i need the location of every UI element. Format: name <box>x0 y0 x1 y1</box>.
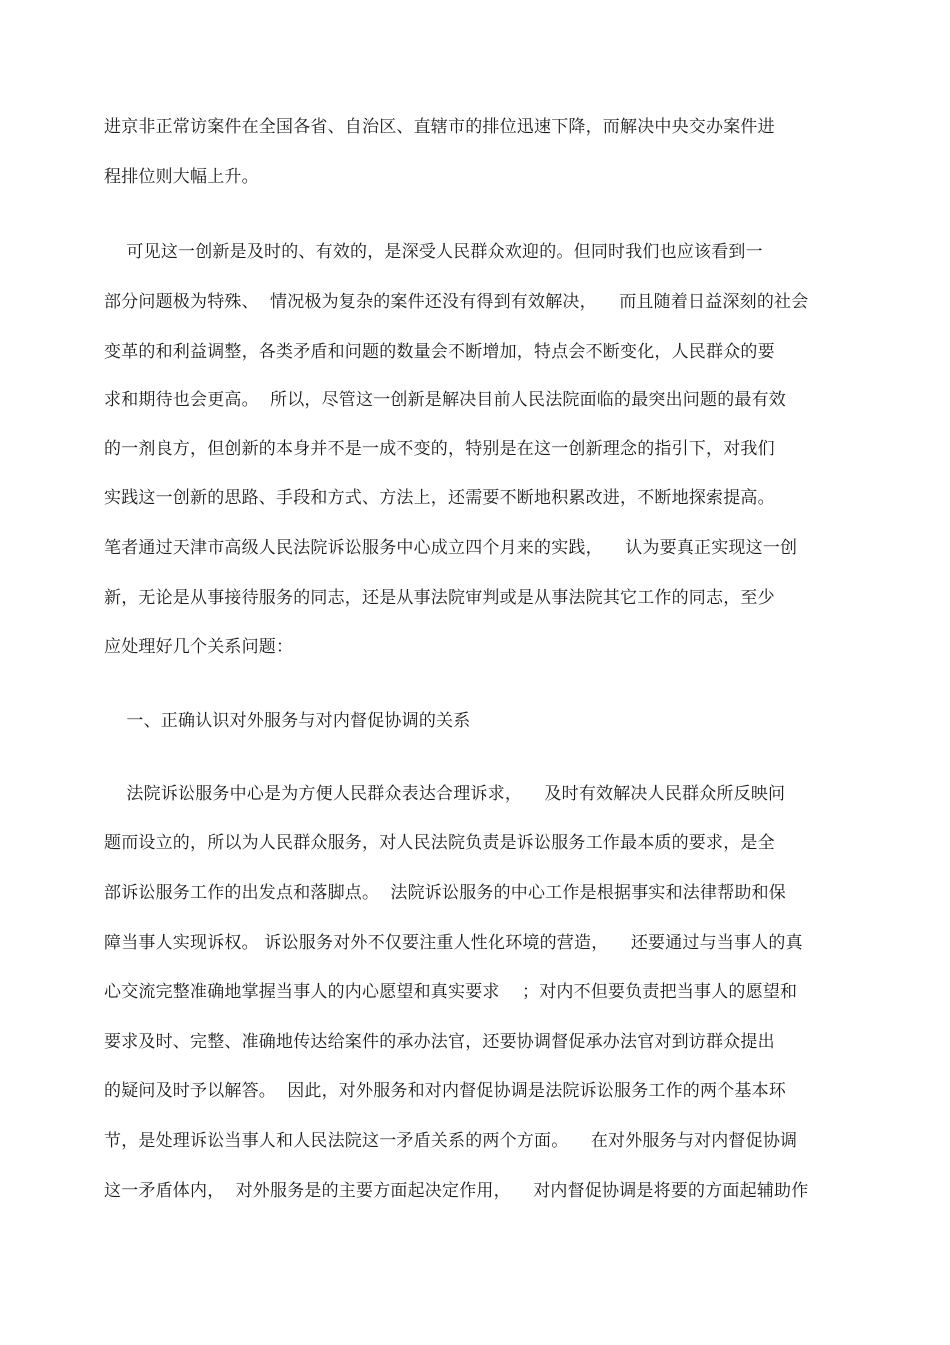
text-line: 进京非正常访案件在全国各省、自治区、直辖市的排位迅速下降，而解决中央交办案件进 <box>104 117 775 137</box>
text-line: 部诉讼服务工作的出发点和落脚点。 法院诉讼服务的中心工作是根据事实和法律帮助和保 <box>104 883 787 903</box>
text-line: 部分问题极为特殊、 情况极为复杂的案件还没有得到有效解决， 而且随着日益深刻的社会 <box>104 292 809 312</box>
section-heading: 一、正确认识对外服务与对内督促协调的关系 <box>104 711 471 731</box>
text-line: 求和期待也会更高。 所以，尽管这一创新是解决目前人民法院面临的最突出问题的最有效 <box>104 390 787 410</box>
text-line: 新，无论是从事接待服务的同志，还是从事法院审判或是从事法院其它工作的同志，至少 <box>104 588 775 608</box>
text-line: 实践这一创新的思路、手段和方式、方法上，还需要不断地积累改进，不断地探索提高。 <box>104 488 775 508</box>
text-line: 的疑问及时予以解答。 因此，对外服务和对内督促协调是法院诉讼服务工作的两个基本环 <box>104 1081 787 1101</box>
text-line: 这一矛盾体内， 对外服务是的主要方面起决定作用， 对内督促协调是将要的方面起辅助作 <box>104 1181 809 1201</box>
text-line: 程排位则大幅上升。 <box>104 167 259 187</box>
text-line: 应处理好几个关系问题： <box>104 637 294 657</box>
text-line: 心交流完整准确地掌握当事人的内心愿望和真实要求 ；对内不但要负责把当事人的愿望和 <box>104 982 798 1002</box>
text-line: 题而设立的，所以为人民群众服务，对人民法院负责是诉讼服务工作最本质的要求，是全 <box>104 833 775 853</box>
text-line: 笔者通过天津市高级人民法院诉讼服务中心成立四个月来的实践， 认为要真正实现这一创 <box>104 538 798 558</box>
text-line: 法院诉讼服务中心是为方便人民群众表达合理诉求， 及时有效解决人民群众所反映问 <box>104 784 786 804</box>
text-line: 障当事人实现诉权。 诉讼服务对外不仅要注重人性化环境的营造， 还要通过与当事人的真 <box>104 933 803 953</box>
text-line: 的一剂良方，但创新的本身并不是一成不变的，特别是在这一创新理念的指引下，对我们 <box>104 439 775 459</box>
text-line: 可见这一创新是及时的、有效的，是深受人民群众欢迎的。但同时我们也应该看到一 <box>104 242 763 262</box>
text-line: 变革的和利益调整，各类矛盾和问题的数量会不断增加，特点会不断变化，人民群众的要 <box>104 342 775 362</box>
text-line: 节，是处理诉讼当事人和人民法院这一矛盾关系的两个方面。 在对外服务与对内督促协调 <box>104 1131 798 1151</box>
text-line: 要求及时、完整、准确地传达给案件的承办法官，还要协调督促承办法官对到访群众提出 <box>104 1032 775 1052</box>
